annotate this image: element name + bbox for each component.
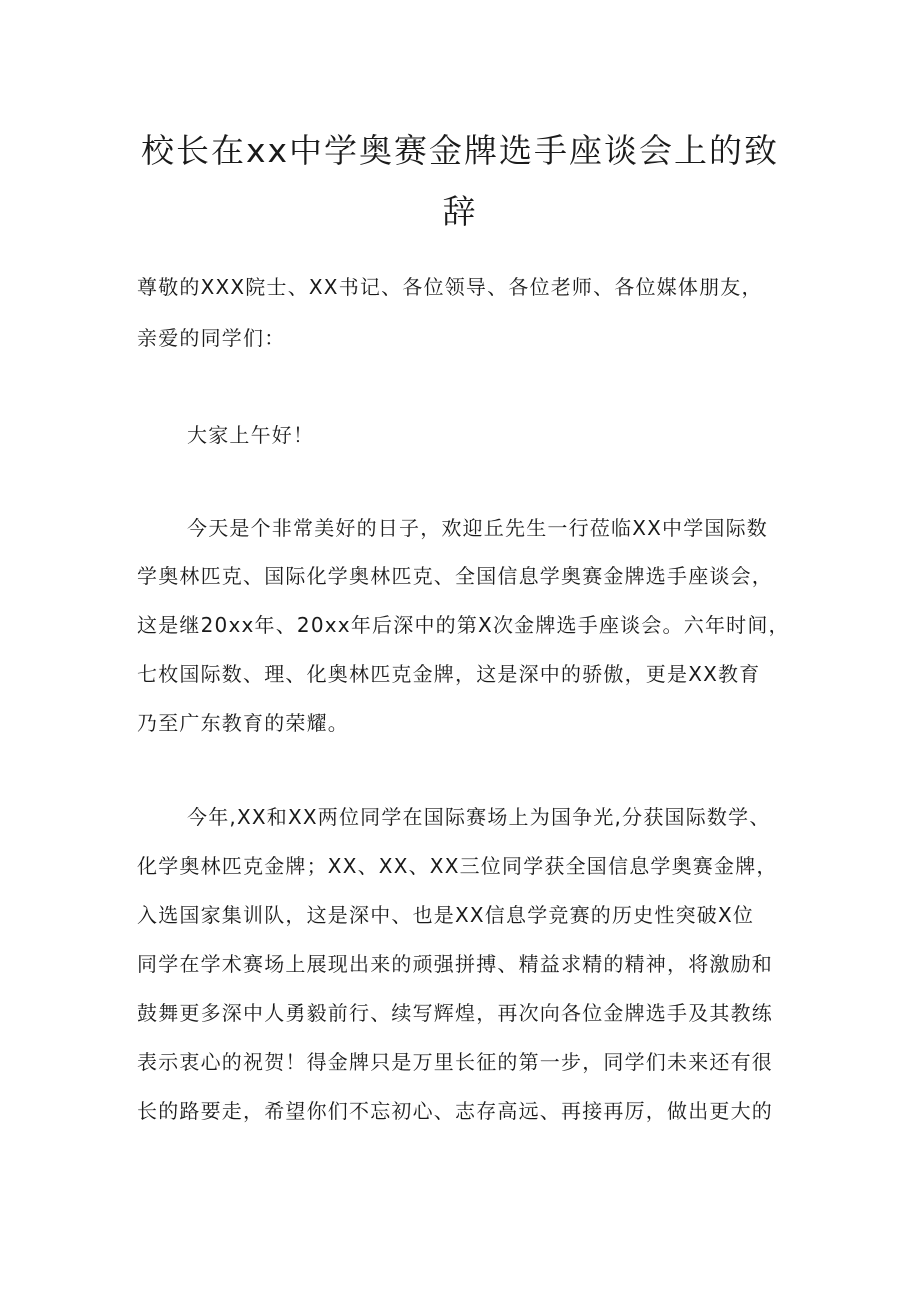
paragraph-1-line: 七枚国际数、理、化奥林匹克金牌，这是深中的骄傲，更是XX教育	[137, 662, 761, 686]
salutation-line: 尊敬的XXX院士、XX书记、各位领导、各位老师、各位媒体朋友，	[137, 275, 763, 299]
paragraph-1-line: 这是继20xx年、20xx年后深中的第X次金牌选手座谈会。六年时间，	[137, 613, 790, 637]
paragraph-1-line: 乃至广东教育的荣耀。	[137, 711, 349, 735]
paragraph-2-line: 长的路要走，希望你们不忘初心、志存高远、再接再厉，做出更大的	[137, 1099, 773, 1123]
document-title-line-1: 校长在xx中学奥赛金牌选手座谈会上的致	[140, 131, 780, 170]
paragraph-1-line: 今天是个非常美好的日子，欢迎丘先生一行莅临XX中学国际数	[187, 516, 769, 540]
paragraph-2-line: 同学在学术赛场上展现出来的顽强拼搏、精益求精的精神，将激励和	[137, 952, 773, 976]
paragraph-2-line: 化学奥林匹克金牌；XX、XX、XX三位同学获全国信息学奥赛金牌，	[137, 854, 778, 878]
greeting: 大家上午好！	[187, 423, 315, 447]
salutation-line: 亲爱的同学们：	[137, 326, 286, 350]
paragraph-1-line: 学奥林匹克、国际化学奥林匹克、全国信息学奥赛金牌选手座谈会，	[137, 564, 773, 588]
paragraph-2-line: 表示衷心的祝贺！得金牌只是万里长征的第一步，同学们未来还有很	[137, 1050, 773, 1074]
paragraph-2-line: 今年,XX和XX两位同学在国际赛场上为国争光,分获国际数学、	[187, 805, 771, 829]
paragraph-2-line: 鼓舞更多深中人勇毅前行、续写辉煌，再次向各位金牌选手及其教练	[137, 1001, 773, 1025]
paragraph-2-line: 入选国家集训队，这是深中、也是XX信息学竞赛的历史性突破X位	[137, 903, 755, 927]
document-title-line-2: 辞	[442, 192, 478, 231]
